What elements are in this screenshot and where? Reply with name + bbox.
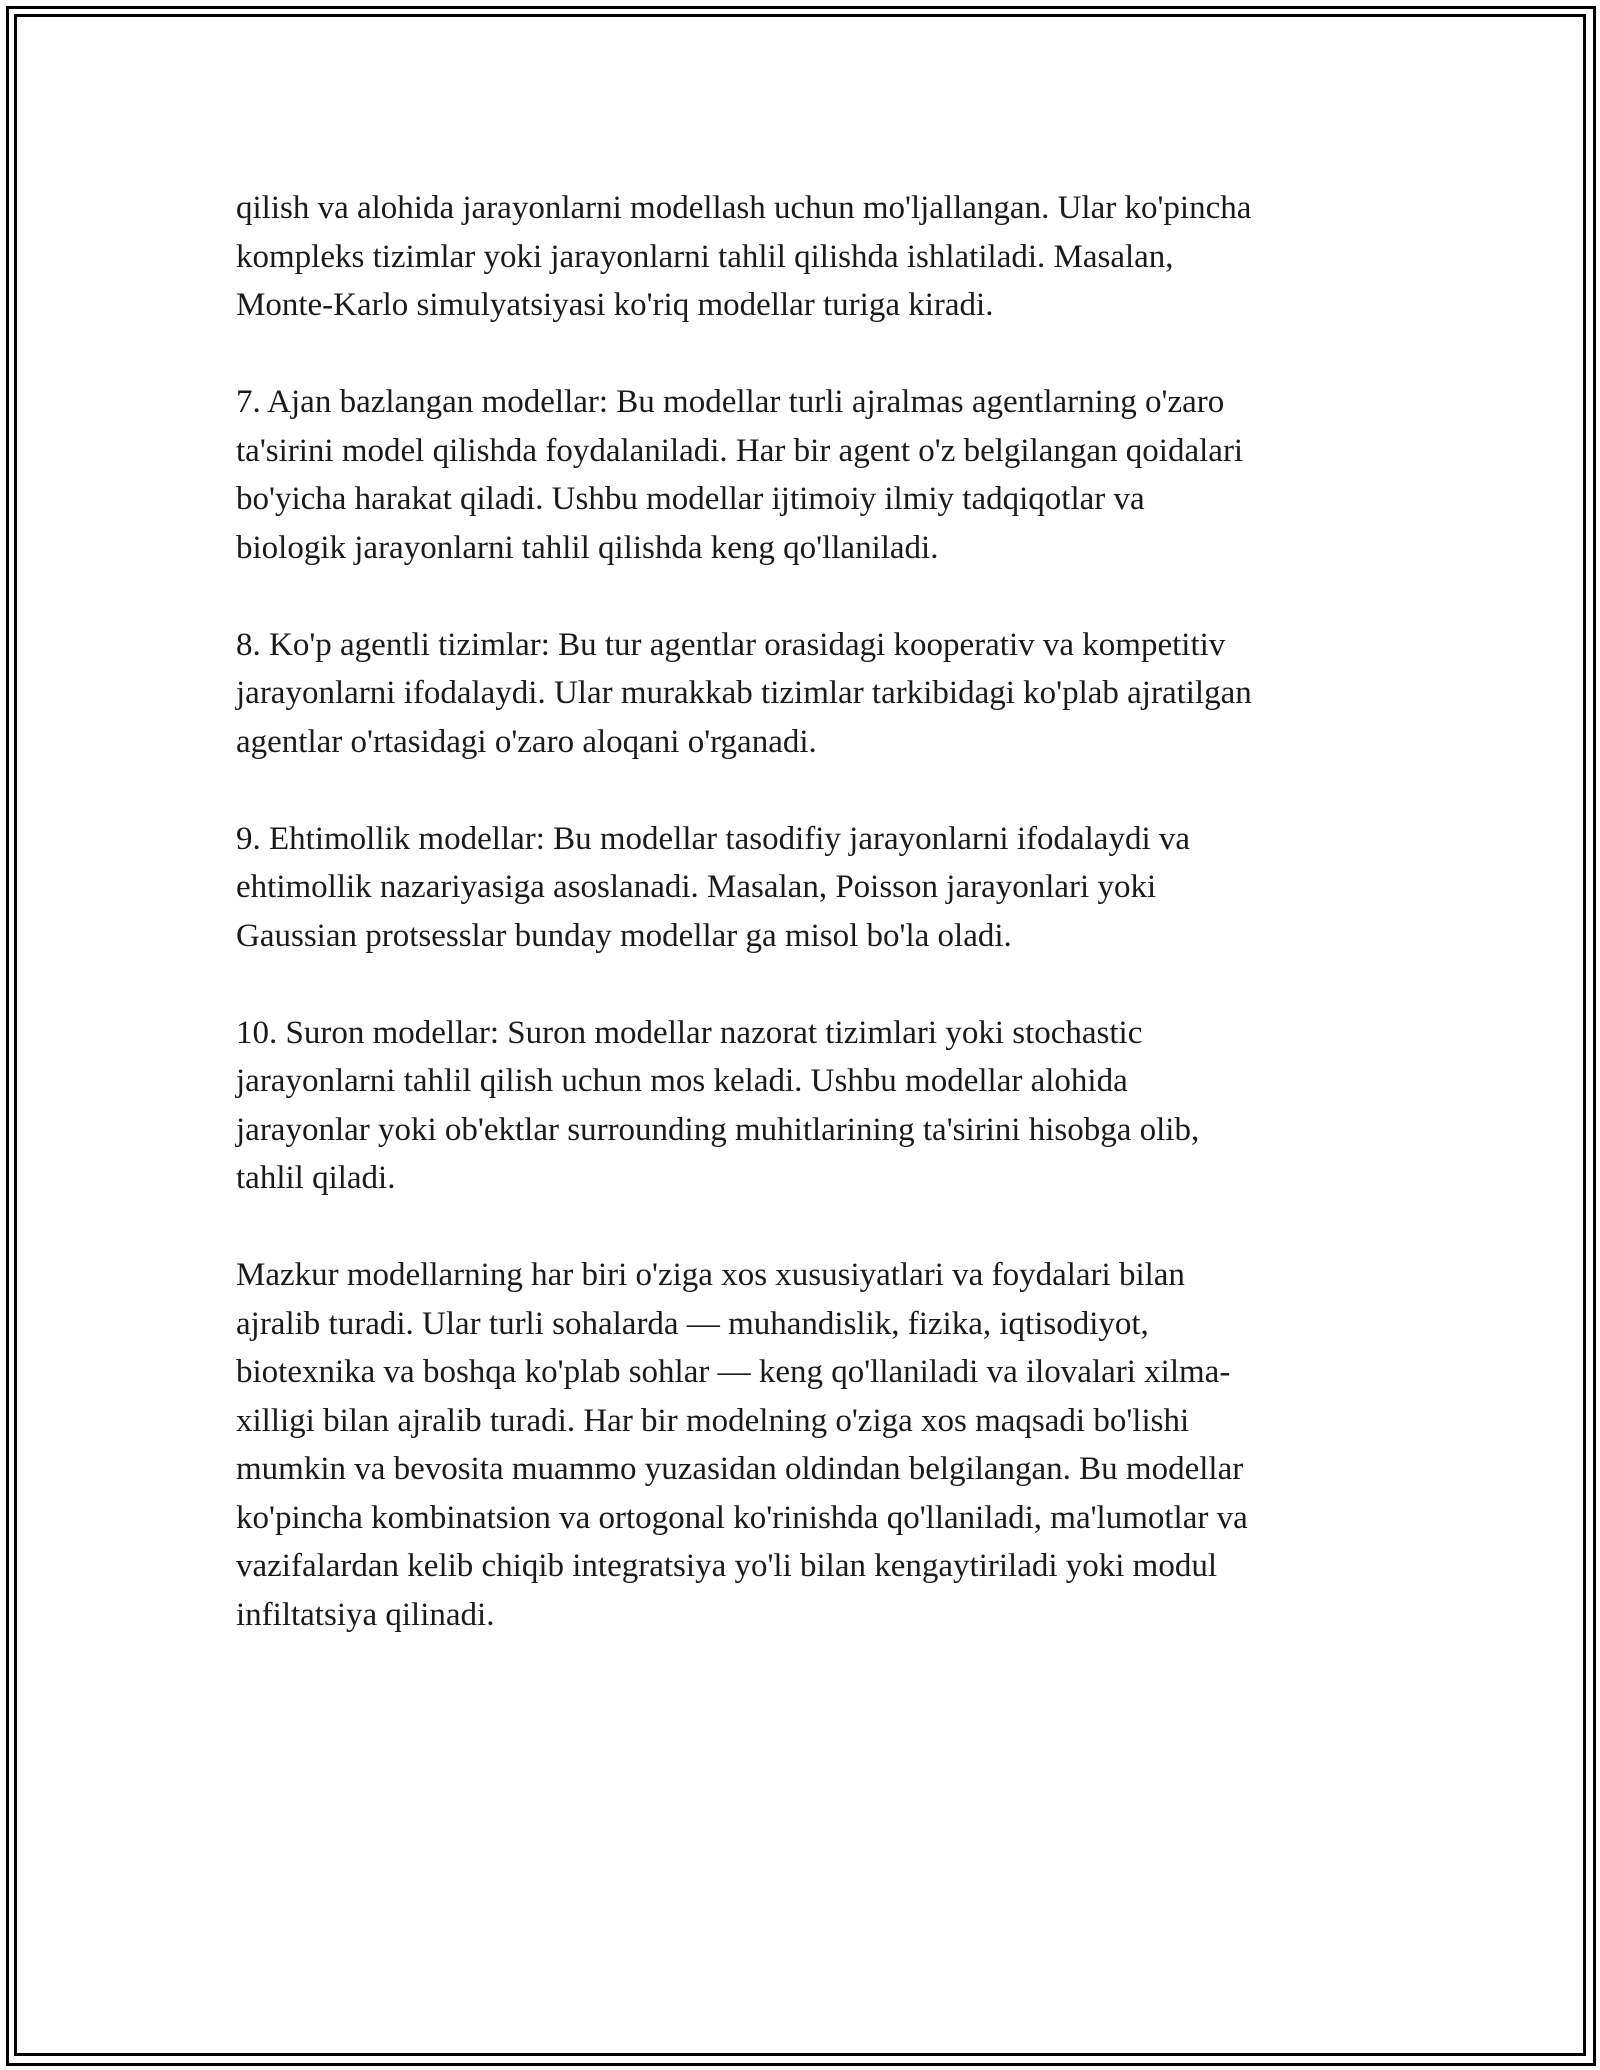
paragraph-probabilistic-models: 9. Ehtimollik modellar: Bu modellar tasodifiy jarayonlarni ifodalaydi va ehtimollik nazariyasiga asoslanadi. Masalan, Poisson jarayonlari yoki Gaussian protsesslar bunday modellar ga misol bo'la oladi. xyxy=(236,820,1191,954)
paragraph-multi-agent-systems: 8. Ko'p agentli tizimlar: Bu tur agentlar orasidagi kooperativ va kompetitiv jarayonlarni ifodalaydi. Ular murakkab tizimlar tarkibidagi ko'plab ajratilgan agentlar o'rtasidagi o'zaro aloqani o'rganadi. xyxy=(236,626,1252,760)
paragraph-agent-based-models: 7. Ajan bazlangan modellar: Bu modellar turli ajralmas agentlarning o'zaro ta'sirini model qilishda foydalaniladi. Har bir agent o'z belgilangan qoidalari bo'yicha harakat qiladi. Ushbu modellar ijtimoiy ilmiy tadqiqotlar va biologik jarayonlarni tahlil qilishda keng qo'llaniladi. xyxy=(236,384,1244,566)
paragraph-suron-models: 10. Suron modellar: Suron modellar nazorat tizimlari yoki stochastic jarayonlarni tahlil qilish uchun mos keladi. Ushbu modellar alohida jarayonlar yoki ob'ektlar surrounding muhitlarining ta'sirini hisobga olib, tahlil qiladi. xyxy=(236,1014,1200,1196)
paragraph-intro-continuation: qilish va alohida jarayonlarni modellash uchun mo'ljallangan. Ular ko'pincha kompleks tizimlar yoki jarayonlarni tahlil qilishda ishlatiladi. Masalan, Monte-Karlo simulyatsiyasi ko'riq modellar turiga kiradi. xyxy=(236,190,1252,323)
document-body xyxy=(236,184,1376,1688)
paragraph-conclusion: Mazkur modellarning har biri o'ziga xos xususiyatlari va foydalari bilan ajralib turadi. Ular turli sohalarda — muhandislik, fizika, iqtisodiyot, biotexnika va boshqa ko'plab sohlar — keng qo'llaniladi va ilovalari xilma- xilligi bilan ajralib turadi. Har bir modelning o'ziga xos maqsadi bo'lishi mumkin va bevosita muammo yuzasidan oldindan belgilangan. Bu modellar ko'pincha kombinatsion va ortogonal ko'rinishda qo'llaniladi, ma'lumotlar va vazifalardan kelib chiqib integratsiya yo'li bilan kengaytiriladi yoki modul infiltatsiya qilinadi. xyxy=(236,1257,1248,1633)
